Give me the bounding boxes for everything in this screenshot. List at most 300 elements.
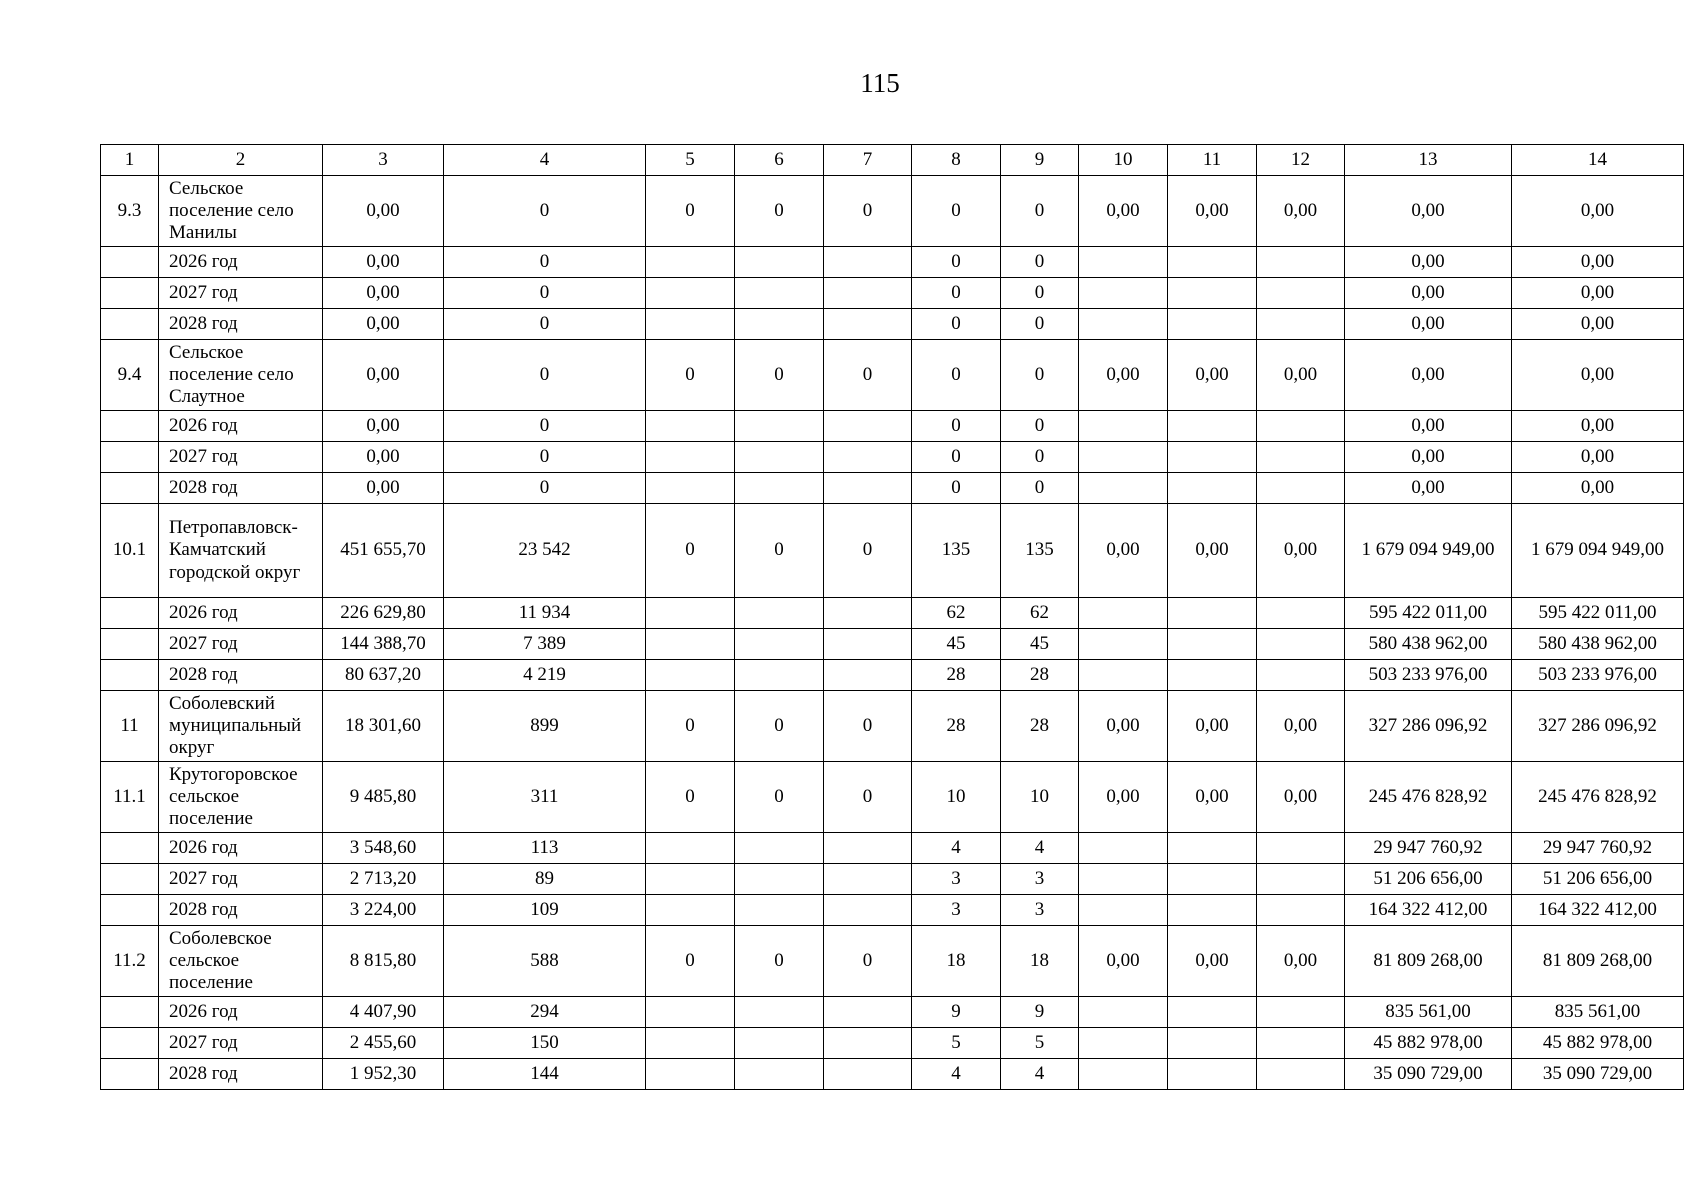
value-cell: 3 — [912, 895, 1001, 926]
data-table — [100, 144, 1684, 1090]
value-cell: 0 — [735, 926, 824, 997]
value-cell: 311 — [444, 762, 646, 833]
value-cell: 0,00 — [323, 473, 444, 504]
value-cell: 45 — [912, 629, 1001, 660]
value-cell: 0,00 — [1512, 247, 1684, 278]
value-cell — [1168, 309, 1257, 340]
value-cell: 51 206 656,00 — [1512, 864, 1684, 895]
value-cell — [1257, 864, 1345, 895]
row-name-cell: 2026 год — [159, 833, 323, 864]
value-cell — [1257, 309, 1345, 340]
value-cell: 835 561,00 — [1512, 997, 1684, 1028]
value-cell: 0,00 — [323, 442, 444, 473]
table-row — [101, 598, 1684, 629]
header-cell: 7 — [824, 145, 912, 176]
value-cell: 1 952,30 — [323, 1059, 444, 1090]
value-cell: 4 407,90 — [323, 997, 444, 1028]
value-cell — [1168, 1059, 1257, 1090]
row-name-cell: 2027 год — [159, 1028, 323, 1059]
value-cell: 7 389 — [444, 629, 646, 660]
header-cell: 11 — [1168, 145, 1257, 176]
value-cell: 0 — [444, 176, 646, 247]
value-cell: 0,00 — [1345, 278, 1512, 309]
value-cell: 29 947 760,92 — [1512, 833, 1684, 864]
value-cell: 62 — [912, 598, 1001, 629]
value-cell — [1079, 1059, 1168, 1090]
value-cell: 28 — [1001, 691, 1079, 762]
row-number-cell — [101, 895, 159, 926]
row-number-cell: 11.1 — [101, 762, 159, 833]
value-cell — [735, 1059, 824, 1090]
value-cell: 89 — [444, 864, 646, 895]
value-cell: 0,00 — [1168, 926, 1257, 997]
row-name-cell: 2026 год — [159, 247, 323, 278]
value-cell: 0,00 — [1512, 411, 1684, 442]
table-row — [101, 691, 1684, 762]
table-row — [101, 762, 1684, 833]
row-number-cell — [101, 309, 159, 340]
value-cell: 0 — [646, 176, 735, 247]
table-row — [101, 629, 1684, 660]
value-cell: 835 561,00 — [1345, 997, 1512, 1028]
row-name-cell: 2027 год — [159, 629, 323, 660]
value-cell — [1079, 442, 1168, 473]
value-cell: 113 — [444, 833, 646, 864]
value-cell: 35 090 729,00 — [1345, 1059, 1512, 1090]
value-cell: 0,00 — [1345, 247, 1512, 278]
value-cell — [1257, 895, 1345, 926]
row-name-cell: Крутогоровское сельское поселение — [159, 762, 323, 833]
value-cell: 81 809 268,00 — [1512, 926, 1684, 997]
value-cell — [646, 660, 735, 691]
value-cell: 0,00 — [1257, 762, 1345, 833]
value-cell — [824, 1059, 912, 1090]
value-cell — [646, 895, 735, 926]
value-cell: 0 — [646, 762, 735, 833]
value-cell: 80 637,20 — [323, 660, 444, 691]
value-cell — [1168, 473, 1257, 504]
value-cell — [824, 247, 912, 278]
value-cell — [646, 997, 735, 1028]
value-cell: 28 — [912, 660, 1001, 691]
value-cell: 0,00 — [1345, 411, 1512, 442]
value-cell: 0 — [912, 247, 1001, 278]
value-cell — [735, 247, 824, 278]
table-row — [101, 247, 1684, 278]
table-row — [101, 411, 1684, 442]
value-cell: 503 233 976,00 — [1512, 660, 1684, 691]
value-cell — [1079, 473, 1168, 504]
value-cell: 0,00 — [1079, 926, 1168, 997]
value-cell — [735, 1028, 824, 1059]
row-number-cell: 9.4 — [101, 340, 159, 411]
row-number-cell — [101, 1028, 159, 1059]
header-cell: 5 — [646, 145, 735, 176]
value-cell: 45 882 978,00 — [1512, 1028, 1684, 1059]
value-cell — [646, 278, 735, 309]
value-cell — [1168, 598, 1257, 629]
value-cell: 1 679 094 949,00 — [1345, 504, 1512, 598]
value-cell: 327 286 096,92 — [1345, 691, 1512, 762]
row-name-cell: 2027 год — [159, 278, 323, 309]
value-cell: 0,00 — [323, 340, 444, 411]
value-cell: 451 655,70 — [323, 504, 444, 598]
table-row — [101, 340, 1684, 411]
value-cell — [735, 309, 824, 340]
value-cell: 0 — [1001, 278, 1079, 309]
value-cell: 9 — [912, 997, 1001, 1028]
value-cell: 0,00 — [323, 309, 444, 340]
value-cell — [824, 473, 912, 504]
value-cell — [646, 629, 735, 660]
value-cell: 0 — [912, 278, 1001, 309]
row-name-cell: 2028 год — [159, 473, 323, 504]
row-number-cell — [101, 864, 159, 895]
value-cell — [824, 442, 912, 473]
value-cell — [646, 598, 735, 629]
value-cell — [735, 895, 824, 926]
value-cell: 0 — [444, 473, 646, 504]
value-cell: 0 — [646, 926, 735, 997]
table-row — [101, 1059, 1684, 1090]
value-cell — [824, 411, 912, 442]
value-cell: 595 422 011,00 — [1512, 598, 1684, 629]
value-cell: 0,00 — [1512, 176, 1684, 247]
value-cell — [735, 598, 824, 629]
value-cell: 0,00 — [1512, 340, 1684, 411]
value-cell: 4 — [1001, 1059, 1079, 1090]
value-cell — [1257, 473, 1345, 504]
row-number-cell: 10.1 — [101, 504, 159, 598]
value-cell: 0 — [444, 411, 646, 442]
row-name-cell: Соболевский муниципальный округ — [159, 691, 323, 762]
value-cell — [735, 411, 824, 442]
value-cell: 0 — [735, 176, 824, 247]
table-row — [101, 926, 1684, 997]
value-cell: 327 286 096,92 — [1512, 691, 1684, 762]
value-cell: 595 422 011,00 — [1345, 598, 1512, 629]
value-cell: 2 713,20 — [323, 864, 444, 895]
value-cell — [1168, 997, 1257, 1028]
value-cell — [735, 278, 824, 309]
header-cell: 8 — [912, 145, 1001, 176]
value-cell: 0 — [824, 504, 912, 598]
value-cell — [1079, 997, 1168, 1028]
value-cell — [1257, 278, 1345, 309]
value-cell — [735, 629, 824, 660]
value-cell — [1257, 598, 1345, 629]
value-cell: 10 — [1001, 762, 1079, 833]
value-cell: 28 — [912, 691, 1001, 762]
value-cell: 0,00 — [1512, 278, 1684, 309]
value-cell: 150 — [444, 1028, 646, 1059]
value-cell: 1 679 094 949,00 — [1512, 504, 1684, 598]
value-cell: 28 — [1001, 660, 1079, 691]
value-cell: 0 — [912, 309, 1001, 340]
value-cell: 144 388,70 — [323, 629, 444, 660]
table-row — [101, 895, 1684, 926]
value-cell: 10 — [912, 762, 1001, 833]
row-name-cell: 2028 год — [159, 660, 323, 691]
value-cell: 580 438 962,00 — [1345, 629, 1512, 660]
value-cell: 0 — [646, 504, 735, 598]
value-cell: 0 — [824, 340, 912, 411]
value-cell: 0 — [1001, 473, 1079, 504]
value-cell — [646, 442, 735, 473]
row-number-cell — [101, 833, 159, 864]
value-cell: 0 — [735, 762, 824, 833]
value-cell: 0,00 — [1257, 504, 1345, 598]
value-cell — [824, 1028, 912, 1059]
row-name-cell: 2026 год — [159, 598, 323, 629]
table-row — [101, 442, 1684, 473]
value-cell — [1168, 895, 1257, 926]
value-cell: 0,00 — [1257, 340, 1345, 411]
header-row — [101, 145, 1684, 176]
value-cell — [735, 997, 824, 1028]
value-cell: 29 947 760,92 — [1345, 833, 1512, 864]
value-cell: 0 — [735, 691, 824, 762]
value-cell: 0 — [1001, 442, 1079, 473]
value-cell: 3 — [1001, 895, 1079, 926]
row-number-cell: 11.2 — [101, 926, 159, 997]
value-cell: 0,00 — [1512, 442, 1684, 473]
value-cell — [1079, 629, 1168, 660]
value-cell — [1168, 411, 1257, 442]
value-cell: 0,00 — [1168, 340, 1257, 411]
value-cell: 3 — [1001, 864, 1079, 895]
value-cell: 0,00 — [1079, 504, 1168, 598]
value-cell: 0 — [824, 691, 912, 762]
value-cell: 0,00 — [1079, 176, 1168, 247]
value-cell — [646, 1028, 735, 1059]
value-cell: 18 301,60 — [323, 691, 444, 762]
value-cell — [1079, 864, 1168, 895]
value-cell: 5 — [1001, 1028, 1079, 1059]
row-name-cell: Петропавловск-Камчатский городской округ — [159, 504, 323, 598]
value-cell: 0,00 — [323, 247, 444, 278]
table-body — [101, 145, 1684, 1090]
header-cell: 14 — [1512, 145, 1684, 176]
row-number-cell — [101, 442, 159, 473]
table-row — [101, 1028, 1684, 1059]
page-number: 115 — [860, 68, 900, 98]
value-cell — [1257, 660, 1345, 691]
value-cell: 3 548,60 — [323, 833, 444, 864]
value-cell: 0 — [824, 762, 912, 833]
row-name-cell: 2027 год — [159, 864, 323, 895]
value-cell — [735, 660, 824, 691]
value-cell — [1079, 309, 1168, 340]
header-cell: 2 — [159, 145, 323, 176]
value-cell: 0,00 — [1168, 691, 1257, 762]
value-cell — [646, 1059, 735, 1090]
value-cell — [1257, 442, 1345, 473]
value-cell: 503 233 976,00 — [1345, 660, 1512, 691]
value-cell: 899 — [444, 691, 646, 762]
row-number-cell — [101, 473, 159, 504]
header-cell: 1 — [101, 145, 159, 176]
value-cell: 0,00 — [1512, 473, 1684, 504]
value-cell: 2 455,60 — [323, 1028, 444, 1059]
value-cell — [1168, 629, 1257, 660]
value-cell: 0,00 — [1345, 473, 1512, 504]
value-cell — [824, 278, 912, 309]
table-row — [101, 473, 1684, 504]
value-cell — [1168, 247, 1257, 278]
header-cell: 4 — [444, 145, 646, 176]
value-cell — [824, 629, 912, 660]
value-cell — [646, 247, 735, 278]
value-cell — [646, 864, 735, 895]
value-cell: 0,00 — [1345, 442, 1512, 473]
value-cell: 3 224,00 — [323, 895, 444, 926]
value-cell: 245 476 828,92 — [1512, 762, 1684, 833]
value-cell — [1168, 660, 1257, 691]
value-cell — [1168, 278, 1257, 309]
value-cell: 0 — [824, 926, 912, 997]
row-name-cell: 2026 год — [159, 411, 323, 442]
value-cell — [1257, 1028, 1345, 1059]
value-cell: 0,00 — [1079, 691, 1168, 762]
value-cell — [1079, 278, 1168, 309]
value-cell: 4 — [912, 833, 1001, 864]
value-cell: 0 — [1001, 176, 1079, 247]
row-name-cell: Сельское поселение село Слаутное — [159, 340, 323, 411]
value-cell: 588 — [444, 926, 646, 997]
value-cell: 0,00 — [1079, 762, 1168, 833]
header-cell: 9 — [1001, 145, 1079, 176]
value-cell — [1079, 247, 1168, 278]
table-row — [101, 864, 1684, 895]
value-cell: 18 — [912, 926, 1001, 997]
value-cell: 0,00 — [1079, 340, 1168, 411]
value-cell: 164 322 412,00 — [1345, 895, 1512, 926]
value-cell: 23 542 — [444, 504, 646, 598]
value-cell: 0 — [912, 442, 1001, 473]
value-cell: 0 — [646, 691, 735, 762]
value-cell: 11 934 — [444, 598, 646, 629]
value-cell: 0,00 — [323, 278, 444, 309]
value-cell — [1079, 411, 1168, 442]
value-cell — [646, 411, 735, 442]
value-cell — [1079, 598, 1168, 629]
table-row — [101, 176, 1684, 247]
row-number-cell — [101, 629, 159, 660]
header-cell: 10 — [1079, 145, 1168, 176]
value-cell: 0,00 — [1257, 691, 1345, 762]
value-cell: 135 — [912, 504, 1001, 598]
value-cell: 294 — [444, 997, 646, 1028]
value-cell: 109 — [444, 895, 646, 926]
value-cell — [824, 997, 912, 1028]
value-cell: 4 219 — [444, 660, 646, 691]
value-cell — [824, 309, 912, 340]
value-cell: 0 — [912, 411, 1001, 442]
value-cell — [735, 473, 824, 504]
row-name-cell: 2028 год — [159, 1059, 323, 1090]
value-cell — [735, 864, 824, 895]
value-cell: 0 — [444, 247, 646, 278]
value-cell: 62 — [1001, 598, 1079, 629]
row-name-cell: Соболевское сельское поселение — [159, 926, 323, 997]
value-cell — [1079, 895, 1168, 926]
value-cell — [1168, 864, 1257, 895]
value-cell: 0,00 — [1345, 309, 1512, 340]
value-cell: 0 — [824, 176, 912, 247]
value-cell — [1168, 442, 1257, 473]
header-cell: 13 — [1345, 145, 1512, 176]
row-number-cell — [101, 247, 159, 278]
table-row — [101, 833, 1684, 864]
value-cell: 0 — [1001, 309, 1079, 340]
value-cell: 0,00 — [1257, 926, 1345, 997]
row-number-cell: 11 — [101, 691, 159, 762]
value-cell: 0 — [444, 340, 646, 411]
value-cell — [1079, 833, 1168, 864]
value-cell — [1079, 660, 1168, 691]
value-cell — [824, 895, 912, 926]
value-cell: 3 — [912, 864, 1001, 895]
header-cell: 6 — [735, 145, 824, 176]
row-name-cell: Сельское поселение село Манилы — [159, 176, 323, 247]
value-cell — [824, 833, 912, 864]
value-cell — [1168, 833, 1257, 864]
value-cell: 5 — [912, 1028, 1001, 1059]
value-cell: 9 — [1001, 997, 1079, 1028]
value-cell — [1168, 1028, 1257, 1059]
row-number-cell — [101, 660, 159, 691]
value-cell: 45 — [1001, 629, 1079, 660]
value-cell: 0 — [444, 278, 646, 309]
value-cell: 0,00 — [1168, 176, 1257, 247]
value-cell: 245 476 828,92 — [1345, 762, 1512, 833]
value-cell: 45 882 978,00 — [1345, 1028, 1512, 1059]
value-cell: 0 — [1001, 411, 1079, 442]
value-cell: 0 — [912, 176, 1001, 247]
row-number-cell — [101, 598, 159, 629]
value-cell: 4 — [1001, 833, 1079, 864]
value-cell — [646, 473, 735, 504]
value-cell — [824, 598, 912, 629]
value-cell: 0 — [735, 340, 824, 411]
value-cell: 0,00 — [323, 176, 444, 247]
value-cell: 35 090 729,00 — [1512, 1059, 1684, 1090]
value-cell — [1257, 1059, 1345, 1090]
value-cell — [1079, 1028, 1168, 1059]
value-cell: 0,00 — [1345, 176, 1512, 247]
value-cell — [1257, 997, 1345, 1028]
value-cell: 0,00 — [1168, 504, 1257, 598]
value-cell: 0 — [1001, 340, 1079, 411]
value-cell: 0 — [912, 340, 1001, 411]
value-cell: 9 485,80 — [323, 762, 444, 833]
table-row — [101, 504, 1684, 598]
value-cell — [735, 442, 824, 473]
value-cell: 164 322 412,00 — [1512, 895, 1684, 926]
table-row — [101, 997, 1684, 1028]
value-cell — [1257, 629, 1345, 660]
value-cell: 580 438 962,00 — [1512, 629, 1684, 660]
value-cell: 18 — [1001, 926, 1079, 997]
value-cell — [735, 833, 824, 864]
value-cell: 0 — [646, 340, 735, 411]
row-name-cell: 2026 год — [159, 997, 323, 1028]
row-number-cell — [101, 997, 159, 1028]
table-row — [101, 278, 1684, 309]
table-row — [101, 309, 1684, 340]
row-name-cell: 2027 год — [159, 442, 323, 473]
